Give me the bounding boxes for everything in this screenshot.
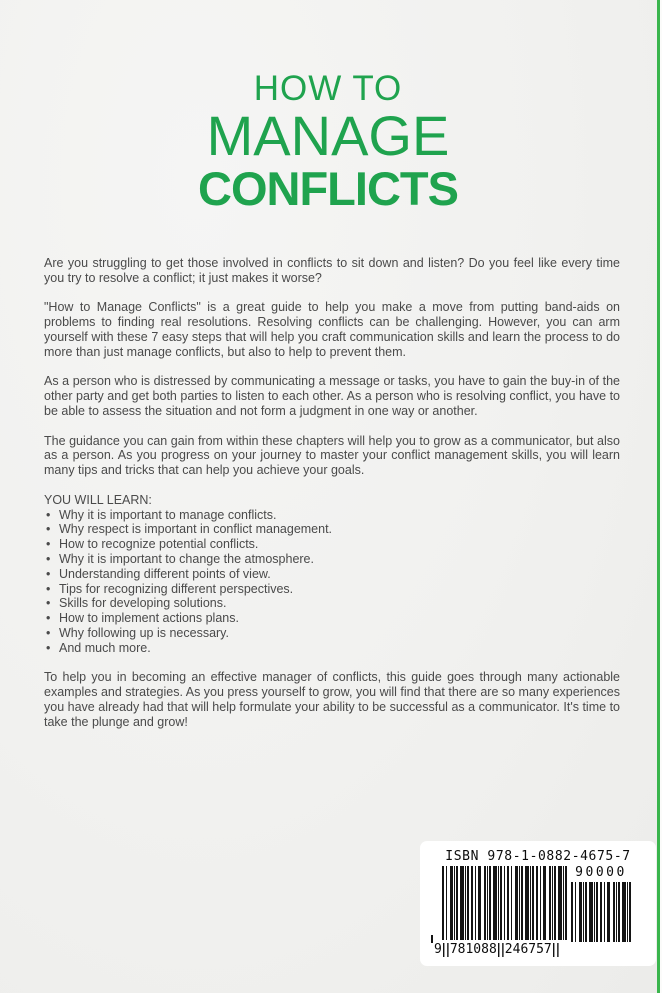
learn-item <box>44 582 620 597</box>
bullet-icon: • <box>46 625 51 640</box>
title-line-how-to: HOW TO <box>253 69 403 108</box>
learn-item-text: How to recognize potential conflicts. <box>59 537 259 552</box>
bullet-icon: • <box>46 581 51 596</box>
learn-item <box>44 641 620 656</box>
bullet-icon: • <box>46 611 51 626</box>
price-supplement-barcode <box>571 866 631 942</box>
barcode-panel <box>420 841 656 966</box>
learn-item-text: Tips for recognizing different perspectives. <box>59 581 294 596</box>
synopsis <box>44 256 620 744</box>
title-block <box>0 69 656 215</box>
learn-item-text: Why following up is necessary. <box>59 625 229 640</box>
ean-barcode <box>434 866 568 957</box>
learn-list <box>44 508 620 656</box>
bullet-icon: • <box>46 522 51 537</box>
quiet-zone-mark <box>431 935 433 943</box>
bullet-icon: • <box>46 640 51 655</box>
learn-heading: YOU WILL LEARN: <box>44 492 152 507</box>
bullet-icon: • <box>46 566 51 581</box>
ean-barcode-bars <box>442 866 568 940</box>
barcode-guard-icon <box>553 943 559 957</box>
learn-item-text: And much more. <box>59 640 151 655</box>
title-line-manage: MANAGE <box>206 104 450 167</box>
synopsis-paragraph-3: As a person who is distressed by communicating a message or tasks, you have to gain the buy-in of the other party and get both parties to listen to each other. As a person who is resolving conflict, you have to be able to assess the situation and not form a judgment in one way or another. <box>44 374 620 418</box>
ean-digit-lead: 9 <box>434 942 442 957</box>
title-line-conflicts: CONFLICTS <box>198 162 458 215</box>
bullet-icon: • <box>46 537 51 552</box>
bullet-icon: • <box>46 551 51 566</box>
learn-item <box>44 508 620 523</box>
barcode-guard-icon <box>443 943 449 957</box>
learn-item <box>44 626 620 641</box>
bullet-icon: • <box>46 507 51 522</box>
closing-paragraph: To help you in becoming an effective manager of conflicts, this guide goes through many actionable examples and strategies. As you press yourself to grow, you will find that there are so many experiences you have already had that will help formulate your ability to be successful as a communicator. It's time to take the plunge and grow! <box>44 670 620 729</box>
learn-item-text: Why it is important to change the atmosphere. <box>59 551 314 566</box>
bullet-icon: • <box>46 596 51 611</box>
learn-item-text: Why respect is important in conflict management. <box>59 522 333 537</box>
learn-item <box>44 552 620 567</box>
price-barcode-bars <box>571 882 631 942</box>
synopsis-paragraph-4: The guidance you can gain from within these chapters will help you to grow as a communicator, but also as a person. As you progress on your journey to master your conflict management skills, you will learn many tips and tricks that can help you achieve your goals. <box>44 433 620 478</box>
learn-item-text: How to implement actions plans. <box>59 611 239 626</box>
price-code: 90000 <box>575 865 627 880</box>
ean-number-row <box>434 940 568 957</box>
synopsis-paragraph-1: Are you struggling to get those involved in conflicts to sit down and listen? Do you feel like every time you try to resolve a conflict; it just makes it worse? <box>44 256 620 285</box>
learn-item <box>44 567 620 582</box>
synopsis-paragraph-2: "How to Manage Conflicts" is a great guide to help you make a move from putting band-aids on problems to finding real resolutions. Resolving conflicts can be challenging. However, you can arm yourself with these 7 easy steps that will help you craft communication skills and learn the process to do more than just manage conflicts, but also to help to prevent them. <box>44 300 620 359</box>
learn-item-text: Understanding different points of view. <box>59 566 271 581</box>
learn-item <box>44 596 620 611</box>
learn-item-text: Skills for developing solutions. <box>59 596 227 611</box>
learn-item <box>44 537 620 552</box>
ean-digit-group-1: 781088 <box>449 942 497 957</box>
isbn-number: ISBN 978-1-0882-4675-7 <box>445 849 631 864</box>
learn-item <box>44 611 620 626</box>
learn-item <box>44 522 620 537</box>
learn-item-text: Why it is important to manage conflicts. <box>59 507 277 522</box>
barcode-guard-icon <box>498 943 504 957</box>
ean-digit-group-2: 246757 <box>504 942 552 957</box>
